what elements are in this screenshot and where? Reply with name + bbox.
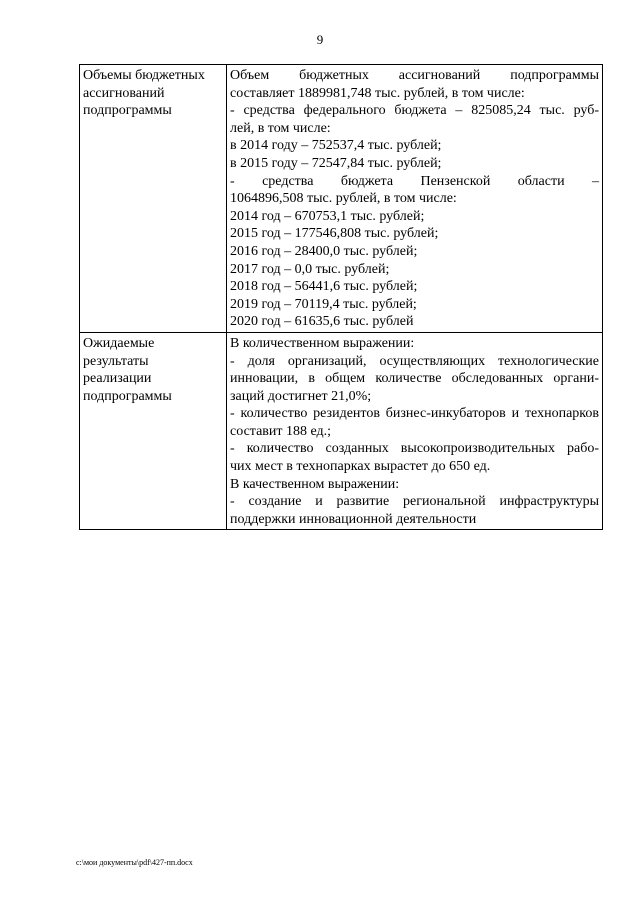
- row-value-line: - средства федерального бюджета – 825085,24 тыс. руб-: [230, 103, 599, 119]
- row-value-cell: [227, 332, 603, 530]
- passport-table: [79, 64, 603, 530]
- row-value-line: заций достигнет 21,0%;: [230, 388, 372, 404]
- row-label-line: Объемы бюджетных: [83, 68, 205, 83]
- row-label-line: подпрограммы: [83, 103, 172, 119]
- row-value-line: - доля организаций, осуществляющих технологические: [230, 353, 599, 369]
- row-value-line: - количество резидентов бизнес-инкубаторов и технопарков: [230, 406, 599, 422]
- row-value-line: 2017 год – 0,0 тыс. рублей;: [230, 261, 390, 277]
- row-value-line: в 2014 году – 752537,4 тыс. рублей;: [230, 138, 442, 154]
- row-value-line: составит 188 ед.;: [230, 423, 332, 439]
- row-value-line: поддержки инновационной деятельности: [230, 511, 477, 527]
- row-value-line: 2015 год – 177546,808 тыс. рублей;: [230, 226, 439, 242]
- row-label-cell: [80, 332, 227, 530]
- row-value-line: 2018 год – 56441,6 тыс. рублей;: [230, 279, 418, 295]
- row-value-line: 2019 год – 70119,4 тыс. рублей;: [230, 296, 417, 312]
- table-body: [80, 65, 603, 530]
- row-value-line: - средства бюджета Пензенской области –: [230, 173, 599, 189]
- row-label-line: подпрограммы: [83, 388, 172, 404]
- row-value-line: 2016 год – 28400,0 тыс. рублей;: [230, 243, 418, 259]
- row-label-line: ассигнований: [83, 85, 165, 101]
- row-value-line: чих мест в технопарках вырастет до 650 ед.: [230, 459, 491, 475]
- row-value-line: - количество созданных высокопроизводительных рабо-: [230, 441, 599, 457]
- row-label-line: результаты: [83, 353, 149, 369]
- table-row: [80, 332, 603, 530]
- row-value-line: В качественном выражении:: [230, 476, 400, 492]
- row-label-line: реализации: [83, 371, 152, 387]
- row-value-line: 1064896,508 тыс. рублей, в том числе:: [230, 191, 457, 207]
- row-value-line: В количественном выражении:: [230, 335, 415, 351]
- row-value-line: Объем бюджетных ассигнований подпрограммы: [230, 68, 599, 83]
- row-value-line: инновации, в общем количестве обследованных органи-: [230, 371, 599, 387]
- row-value-line: - создание и развитие региональной инфраструктуры: [230, 494, 599, 510]
- row-label-cell: [80, 65, 227, 333]
- row-value-cell: [227, 65, 603, 333]
- table-row: [80, 65, 603, 333]
- row-value-line: 2020 год – 61635,6 тыс. рублей: [230, 314, 414, 330]
- page-number: 9: [316, 32, 324, 47]
- row-label-line: Ожидаемые: [83, 335, 155, 351]
- row-value-line: составляет 1889981,748 тыс. рублей, в том числе:: [230, 85, 525, 101]
- row-value-line: в 2015 году – 72547,84 тыс. рублей;: [230, 155, 442, 171]
- file-path-footer: c:\мои документы\pdf\427-пп.docx: [76, 858, 193, 867]
- row-value-line: лей, в том числе:: [230, 120, 331, 136]
- row-value-line: 2014 год – 670753,1 тыс. рублей;: [230, 208, 425, 224]
